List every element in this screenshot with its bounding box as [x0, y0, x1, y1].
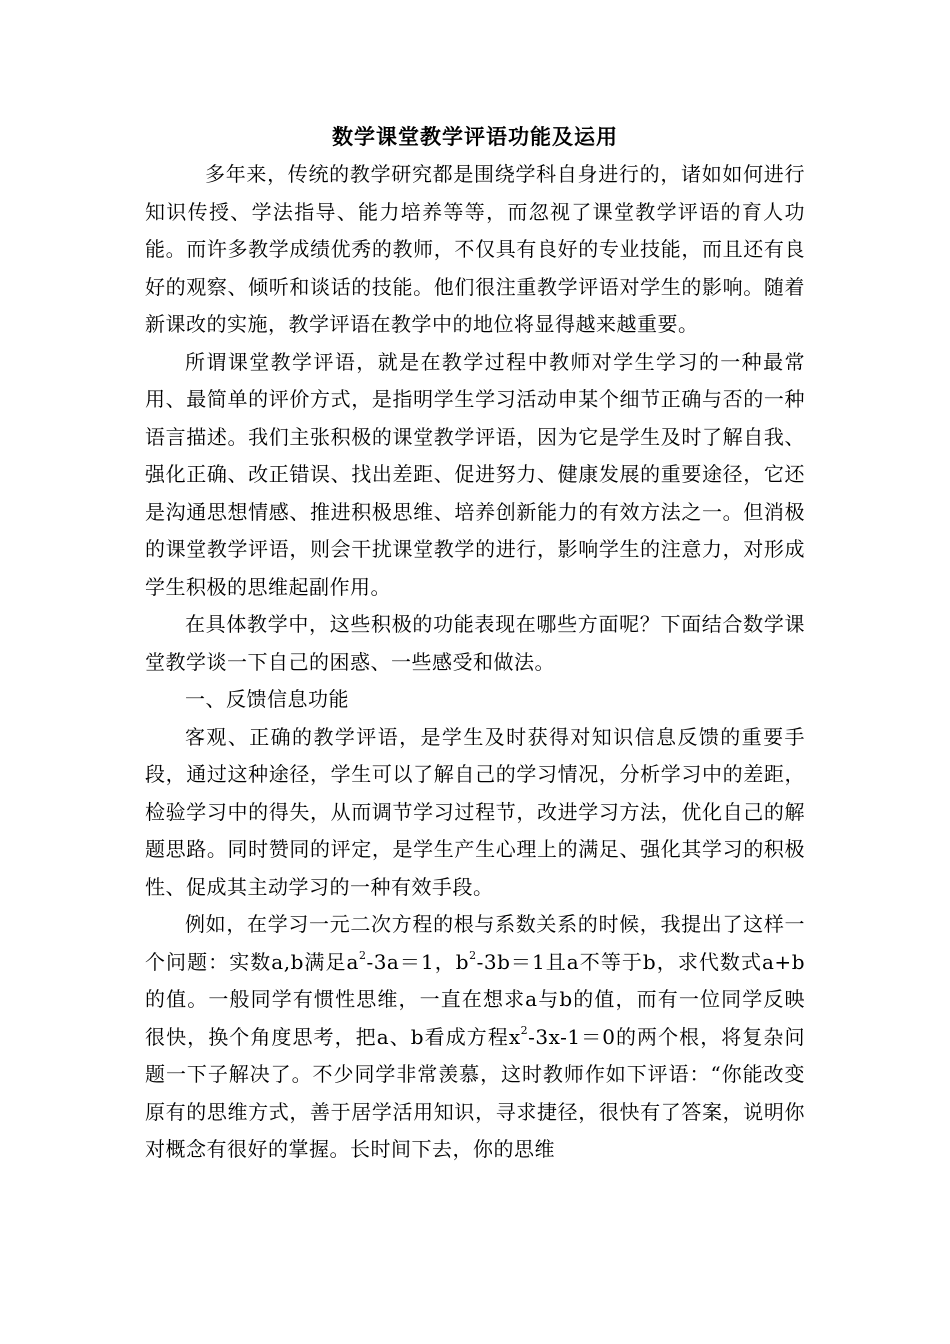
example-text-2: -3a＝1，b [366, 949, 470, 974]
paragraph-feedback: 客观、正确的教学评语，是学生及时获得对知识信息反馈的重要手段，通过这种途径，学生可以了解自己的学习情况，分析学习中的差距，检验学习中的得失，从而调节学习过程节，改进学习方法，优化自己的解题思路。同时赞同的评定，是学生产生心理上的满足、强化其学习的积极性、促成其主动学习的一种有效手段。 [145, 724, 805, 899]
paragraph-transition: 在具体教学中，这些积极的功能表现在哪些方面呢？下面结合数学课堂教学谈一下自己的困惑、一些感受和做法。 [145, 612, 805, 674]
paragraph-example [145, 906, 805, 1169]
example-text-3: -3b＝1且a不等于b，求代数式a+b的值。一般同学有惯性思维，一直在想求a与b的值，而有一位同学反映很快，换个角度思考，把a、b看成方程x [145, 949, 805, 1049]
paragraph-intro: 多年来，传统的教学研究都是围绕学科自身进行的，诸如如何进行知识传授、学法指导、能力培养等等，而忽视了课堂教学评语的育人功能。而许多教学成绩优秀的教师，不仅具有良好的专业技能，而且还有良好的观察、倾听和谈话的技能。他们很注重教学评语对学生的影响。随着新课改的实施，教学评语在教学中的地位将显得越来越重要。 [145, 162, 805, 336]
example-text-4: -3x-1＝0的两个根，将复杂问题一下子解决了。不少同学非常羡慕，这时教师作如下评语：“你能改变原有的思维方式，善于居学活用知识，寻求捷径，很快有了答案，说明你对概念有很好的掌握。长时间下去，你的思维 [145, 1024, 805, 1161]
document-title: 数学课堂教学评语功能及运用 [332, 124, 618, 149]
superscript-2: 2 [469, 948, 477, 962]
superscript-3: 2 [520, 1023, 529, 1037]
section-heading-feedback: 一、反馈信息功能 [185, 687, 349, 711]
paragraph-definition: 所谓课堂教学评语，就是在教学过程中教师对学生学习的一种最常用、最简单的评价方式，是指明学生学习活动申某个细节正确与否的一种语言描述。我们主张积极的课堂教学评语，因为它是学生及时了解自我、强化正确、改正错误、找出差距、促进努力、健康发展的重要途径，它还是沟通思想情感、推进积极思维、培养创新能力的有效方法之一。但消极的课堂教学评语，则会干扰课堂教学的进行，影响学生的注意力，对形成学生积极的思维起副作用。 [145, 349, 805, 599]
example-text-1: 例如，在学习一元二次方程的根与系数关系的时候，我提出了这样一个问题：实数a,b满足a [145, 912, 805, 974]
superscript-1: 2 [358, 948, 367, 962]
document-body [145, 118, 805, 1169]
